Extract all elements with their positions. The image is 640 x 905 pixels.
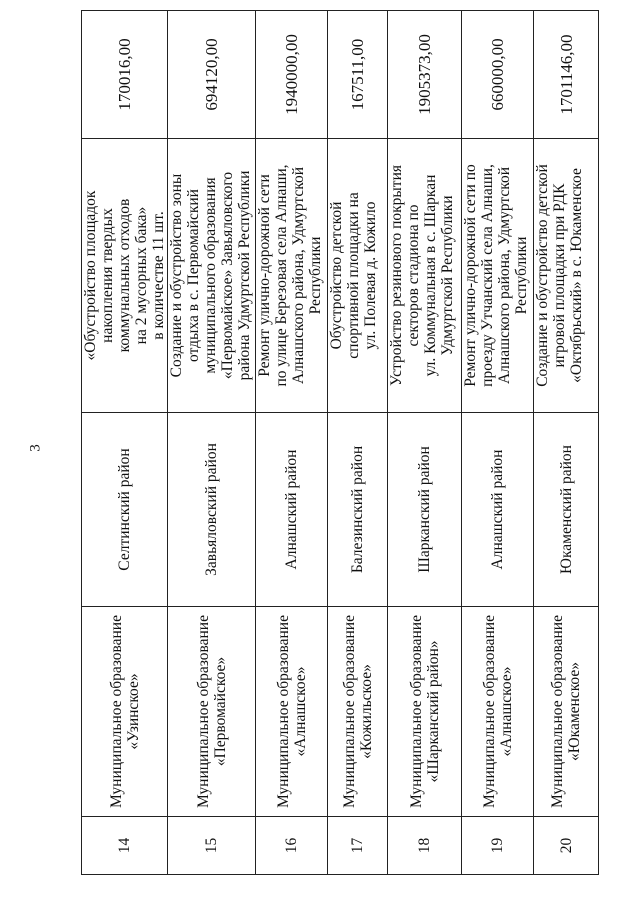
table-row: [168, 11, 256, 875]
project-cell: Ремонт улично-дорожной сети по улице Березовая села Алнаши, Алнашского района, Удмуртской Республики: [256, 139, 328, 413]
entity-cell: Муниципальное образование «Юкаменское»: [534, 607, 599, 817]
table-row: [328, 11, 388, 875]
project-cell: «Обустройство площадок накопления твердых коммунальных отходов на 2 мусорных бака» в количестве 11 шт.: [82, 139, 168, 413]
row-number-cell: 20: [534, 817, 599, 875]
district-cell: Балезинский район: [328, 413, 388, 607]
entity-cell: Муниципальное образование «Шарканский район»: [388, 607, 462, 817]
table-row: [462, 11, 534, 875]
row-number-cell: 19: [462, 817, 534, 875]
row-number-cell: 14: [82, 817, 168, 875]
project-cell: Ремонт улично-дорожной сети по проезду Утчанский села Алнаши, Алнашского района, Удмуртской Республики: [462, 139, 534, 413]
entity-cell: Муниципальное образование «Алнашское»: [462, 607, 534, 817]
amount-cell: 170016,00: [82, 11, 168, 139]
project-cell: Устройство резинового покрытия секторов стадиона по ул. Коммунальная в с. Шаркан Удмуртской Республики: [388, 139, 462, 413]
amount-cell: 1940000,00: [256, 11, 328, 139]
entity-cell: Муниципальное образование «Узинское»: [82, 607, 168, 817]
district-cell: Шарканский район: [388, 413, 462, 607]
row-number-cell: 15: [168, 817, 256, 875]
project-cell: Создание и обустройство детской игровой площадки при РДК «Октябрьский» в с. Юкаменское: [534, 139, 599, 413]
table-row: [82, 11, 168, 875]
project-cell: Создание и обустройство зоны отдыха в с. Первомайский муниципального образования «Первомайское» Завьяловского района Удмуртской Республики: [168, 139, 256, 413]
amount-cell: 167511,00: [328, 11, 388, 139]
amount-cell: 1701146,00: [534, 11, 599, 139]
row-number-cell: 16: [256, 817, 328, 875]
row-number-cell: 18: [388, 817, 462, 875]
project-cell: Обустройство детской спортивной площадки на ул. Полевая д. Кожило: [328, 139, 388, 413]
entity-cell: Муниципальное образование «Кожильское»: [328, 607, 388, 817]
table-row: [388, 11, 462, 875]
entity-cell: Муниципальное образование «Первомайское»: [168, 607, 256, 817]
amount-cell: 660000,00: [462, 11, 534, 139]
amount-cell: 694120,00: [168, 11, 256, 139]
district-cell: Юкаменский район: [534, 413, 599, 607]
table-row: [256, 11, 328, 875]
projects-table: [81, 10, 599, 875]
district-cell: Завьяловский район: [168, 413, 256, 607]
entity-cell: Муниципальное образование «Алнашское»: [256, 607, 328, 817]
row-number-cell: 17: [328, 817, 388, 875]
district-cell: Алнашский район: [256, 413, 328, 607]
table-row: [534, 11, 599, 875]
amount-cell: 1905373,00: [388, 11, 462, 139]
district-cell: Алнашский район: [462, 413, 534, 607]
district-cell: Селтинский район: [82, 413, 168, 607]
page-number: 3: [27, 444, 44, 452]
rotated-table-container: [81, 11, 589, 875]
